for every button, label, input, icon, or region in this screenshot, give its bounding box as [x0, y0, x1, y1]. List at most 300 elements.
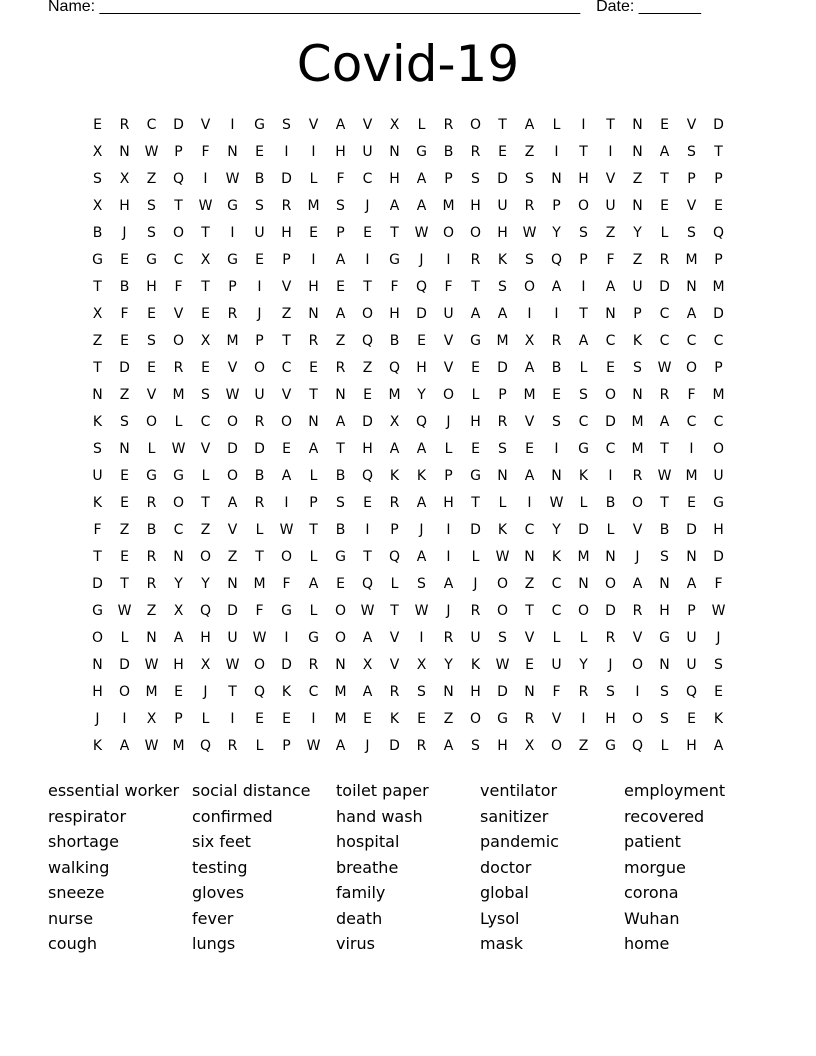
grid-letter: E — [417, 332, 426, 349]
word-list-item: respirator — [48, 806, 127, 826]
grid-letter: V — [443, 359, 454, 376]
page-title: Covid-19 — [296, 35, 520, 93]
grid-letter: J — [203, 683, 208, 700]
grid-letter: S — [687, 224, 696, 241]
grid-letter: E — [714, 197, 723, 214]
grid-letter: A — [416, 440, 427, 457]
grid-letter: E — [255, 251, 264, 268]
word-list-item: pandemic — [480, 832, 559, 851]
grid-letter: S — [498, 629, 507, 646]
name-field-label: Name: ______________________________________________________ — [48, 0, 581, 15]
grid-letter: T — [363, 278, 372, 295]
grid-letter: G — [254, 116, 265, 133]
grid-letter: S — [120, 413, 129, 430]
grid-letter: L — [201, 710, 210, 727]
grid-letter: I — [581, 710, 586, 727]
grid-letter: D — [578, 521, 589, 538]
grid-letter: Q — [550, 251, 563, 268]
grid-letter: Z — [524, 143, 535, 160]
grid-letter: Z — [146, 170, 157, 187]
grid-letter: S — [660, 683, 669, 700]
grid-letter: R — [173, 359, 184, 376]
grid-letter: L — [471, 386, 480, 403]
grid-letter: P — [444, 467, 453, 484]
grid-letter: W — [495, 656, 510, 673]
grid-letter: F — [687, 386, 696, 403]
grid-letter: D — [713, 548, 724, 565]
grid-letter: E — [120, 251, 129, 268]
grid-letter: H — [335, 143, 346, 160]
grid-letter: X — [362, 656, 373, 673]
grid-letter: I — [554, 143, 559, 160]
grid-letter: O — [172, 224, 185, 241]
grid-letter: R — [470, 602, 481, 619]
grid-letter: K — [92, 737, 103, 754]
grid-letter: D — [281, 656, 292, 673]
grid-letter: T — [579, 143, 588, 160]
grid-letter: O — [496, 602, 509, 619]
grid-letter: C — [659, 305, 670, 322]
grid-letter: M — [334, 710, 347, 727]
grid-letter: E — [282, 440, 291, 457]
grid-letter: P — [336, 224, 345, 241]
grid-letter: L — [390, 575, 399, 592]
grid-letter: E — [687, 710, 696, 727]
grid-letter: A — [416, 197, 427, 214]
grid-letter: S — [93, 170, 102, 187]
grid-letter: A — [686, 305, 697, 322]
grid-letter: M — [253, 575, 266, 592]
grid-letter: L — [201, 467, 210, 484]
grid-letter: E — [363, 224, 372, 241]
grid-letter: P — [390, 521, 399, 538]
grid-letter: P — [552, 197, 561, 214]
grid-letter: J — [608, 656, 613, 673]
grid-letter: D — [497, 359, 508, 376]
grid-letter: O — [145, 413, 158, 430]
grid-letter: T — [390, 602, 399, 619]
grid-letter: A — [362, 629, 373, 646]
grid-letter: R — [146, 575, 157, 592]
date-field-label: Date: _______ — [596, 0, 702, 15]
grid-letter: F — [255, 602, 264, 619]
grid-letter: O — [469, 710, 482, 727]
grid-letter: O — [226, 467, 239, 484]
word-list-item: cough — [48, 934, 98, 953]
grid-letter: R — [497, 413, 508, 430]
grid-letter: A — [335, 251, 346, 268]
grid-letter: B — [92, 224, 103, 241]
grid-letter: I — [527, 494, 532, 511]
grid-letter: U — [497, 197, 508, 214]
grid-letter: V — [524, 629, 535, 646]
grid-letter: T — [309, 386, 318, 403]
grid-letter: V — [200, 116, 211, 133]
grid-letter: Q — [388, 359, 401, 376]
grid-letter: T — [255, 548, 264, 565]
grid-letter: B — [254, 170, 265, 187]
grid-letter: I — [230, 224, 235, 241]
grid-letter: A — [659, 143, 670, 160]
grid-letter: A — [578, 332, 589, 349]
grid-letter: V — [281, 278, 292, 295]
grid-letter: F — [714, 575, 723, 592]
grid-letter: O — [604, 575, 617, 592]
grid-row — [84, 300, 732, 327]
word-list-item: testing — [192, 857, 248, 877]
grid-letter: U — [92, 467, 103, 484]
grid-letter: D — [605, 413, 616, 430]
grid-letter: G — [713, 494, 724, 511]
grid-letter: I — [284, 494, 289, 511]
grid-letter: O — [469, 116, 482, 133]
grid-letter: O — [280, 413, 293, 430]
grid-letter: K — [578, 467, 589, 484]
grid-letter: N — [551, 170, 562, 187]
word-list-item: lungs — [192, 934, 236, 953]
grid-letter: E — [120, 467, 129, 484]
grid-letter: V — [389, 629, 400, 646]
grid-row — [84, 651, 732, 678]
grid-letter: T — [714, 143, 723, 160]
grid-letter: L — [660, 224, 669, 241]
grid-letter: V — [146, 386, 157, 403]
grid-letter: N — [92, 386, 103, 403]
grid-letter: N — [551, 467, 562, 484]
grid-letter: L — [174, 413, 183, 430]
grid-letter: L — [309, 602, 318, 619]
grid-letter: N — [227, 143, 238, 160]
grid-letter: M — [172, 737, 185, 754]
grid-letter: E — [174, 683, 183, 700]
grid-letter: T — [390, 224, 399, 241]
word-list-item: toilet paper — [336, 781, 429, 800]
grid-letter: N — [605, 305, 616, 322]
grid-letter: Q — [415, 413, 428, 430]
grid-letter: R — [470, 251, 481, 268]
word-list-item: patient — [624, 832, 681, 851]
grid-letter: H — [470, 683, 481, 700]
grid-letter: J — [716, 629, 721, 646]
grid-letter: P — [498, 386, 507, 403]
grid-row — [84, 192, 732, 219]
grid-letter: E — [120, 494, 129, 511]
grid-letter: J — [419, 521, 424, 538]
grid-letter: M — [685, 467, 698, 484]
grid-letter: H — [281, 224, 292, 241]
grid-letter: B — [335, 467, 346, 484]
grid-letter: S — [417, 575, 426, 592]
grid-letter: M — [226, 332, 239, 349]
letter-grid — [84, 111, 732, 759]
grid-letter: A — [416, 170, 427, 187]
grid-letter: N — [497, 467, 508, 484]
grid-letter: H — [470, 197, 481, 214]
grid-letter: O — [469, 224, 482, 241]
grid-letter: M — [172, 386, 185, 403]
grid-letter: E — [417, 710, 426, 727]
word-list-item: social distance — [192, 781, 311, 800]
grid-letter: N — [659, 656, 670, 673]
grid-letter: I — [203, 170, 208, 187]
grid-letter: M — [496, 332, 509, 349]
grid-letter: Z — [119, 521, 130, 538]
grid-letter: Q — [361, 467, 374, 484]
grid-letter: N — [308, 305, 319, 322]
grid-letter: W — [549, 494, 564, 511]
grid-letter: U — [686, 629, 697, 646]
grid-letter: A — [416, 494, 427, 511]
grid-letter: U — [605, 197, 616, 214]
grid-letter: N — [605, 548, 616, 565]
grid-letter: L — [579, 494, 588, 511]
word-list — [48, 778, 768, 957]
grid-letter: J — [365, 197, 370, 214]
grid-letter: O — [280, 548, 293, 565]
grid-letter: V — [524, 413, 535, 430]
grid-letter: H — [362, 440, 373, 457]
grid-letter: O — [226, 413, 239, 430]
grid-letter: E — [336, 278, 345, 295]
grid-letter: H — [686, 737, 697, 754]
grid-letter: D — [227, 440, 238, 457]
grid-letter: X — [173, 602, 184, 619]
grid-letter: W — [657, 467, 672, 484]
grid-letter: Z — [362, 359, 373, 376]
grid-letter: D — [254, 440, 265, 457]
grid-letter: E — [255, 143, 264, 160]
grid-letter: Z — [227, 548, 238, 565]
word-list-item: breathe — [336, 857, 399, 877]
grid-letter: F — [174, 278, 183, 295]
grid-letter: O — [91, 629, 104, 646]
grid-letter: D — [389, 737, 400, 754]
grid-letter: W — [522, 224, 537, 241]
grid-letter: C — [605, 332, 616, 349]
grid-letter: Q — [415, 278, 428, 295]
grid-row — [84, 138, 732, 165]
grid-letter: W — [144, 143, 159, 160]
grid-letter: V — [281, 386, 292, 403]
grid-letter: P — [174, 710, 183, 727]
grid-letter: Q — [253, 683, 266, 700]
grid-letter: A — [389, 440, 400, 457]
grid-letter: O — [253, 359, 266, 376]
grid-letter: H — [443, 494, 454, 511]
grid-letter: H — [200, 629, 211, 646]
grid-letter: E — [201, 359, 210, 376]
word-list-item: sanitizer — [480, 806, 549, 826]
grid-letter: N — [443, 683, 454, 700]
grid-letter: A — [119, 737, 130, 754]
grid-letter: P — [228, 278, 237, 295]
grid-letter: T — [120, 575, 129, 592]
grid-letter: U — [362, 143, 373, 160]
grid-letter: N — [578, 575, 589, 592]
grid-letter: O — [172, 494, 185, 511]
grid-letter: A — [605, 278, 616, 295]
grid-letter: E — [120, 548, 129, 565]
grid-letter: H — [713, 521, 724, 538]
grid-letter: D — [713, 116, 724, 133]
grid-letter: U — [686, 656, 697, 673]
grid-letter: O — [631, 656, 644, 673]
grid-letter: I — [365, 251, 370, 268]
grid-letter: G — [659, 629, 670, 646]
word-list-item: home — [624, 934, 670, 953]
grid-letter: K — [470, 656, 481, 673]
grid-letter: X — [200, 656, 211, 673]
word-list-item: nurse — [48, 908, 94, 928]
grid-letter: A — [524, 467, 535, 484]
grid-letter: E — [525, 656, 534, 673]
grid-letter: S — [417, 683, 426, 700]
grid-letter: G — [92, 251, 103, 268]
grid-letter: N — [686, 278, 697, 295]
grid-letter: X — [389, 116, 400, 133]
grid-letter: T — [525, 602, 534, 619]
grid-letter: M — [577, 548, 590, 565]
grid-letter: X — [389, 413, 400, 430]
grid-letter: N — [119, 440, 130, 457]
grid-letter: U — [254, 386, 265, 403]
grid-letter: I — [689, 440, 694, 457]
grid-letter: Y — [633, 224, 642, 241]
grid-letter: E — [336, 575, 345, 592]
grid-letter: Z — [443, 710, 454, 727]
grid-letter: W — [171, 440, 186, 457]
grid-letter: S — [606, 683, 615, 700]
grid-letter: X — [200, 332, 211, 349]
grid-letter: H — [416, 359, 427, 376]
grid-letter: L — [255, 737, 264, 754]
grid-letter: M — [307, 197, 320, 214]
grid-letter: V — [389, 656, 400, 673]
word-list-item: mask — [480, 934, 523, 953]
grid-letter: L — [120, 629, 129, 646]
grid-letter: I — [122, 710, 127, 727]
grid-letter: O — [631, 710, 644, 727]
grid-letter: M — [388, 386, 401, 403]
grid-letter: I — [284, 629, 289, 646]
grid-letter: R — [551, 332, 562, 349]
grid-letter: F — [390, 278, 399, 295]
grid-letter: H — [146, 278, 157, 295]
grid-letter: O — [577, 197, 590, 214]
word-list-item: recovered — [624, 806, 705, 826]
grid-letter: I — [608, 467, 613, 484]
grid-letter: M — [631, 413, 644, 430]
grid-letter: L — [471, 548, 480, 565]
grid-letter: E — [147, 359, 156, 376]
grid-letter: M — [145, 683, 158, 700]
grid-letter: K — [281, 683, 292, 700]
grid-letter: I — [608, 143, 613, 160]
grid-letter: R — [254, 413, 265, 430]
grid-letter: O — [550, 737, 563, 754]
grid-letter: X — [416, 656, 427, 673]
grid-letter: N — [92, 656, 103, 673]
grid-letter: G — [605, 737, 616, 754]
grid-letter: R — [254, 494, 265, 511]
grid-letter: F — [120, 305, 129, 322]
grid-letter: G — [578, 440, 589, 457]
grid-letter: Y — [552, 521, 561, 538]
grid-letter: G — [497, 710, 508, 727]
grid-letter: A — [173, 629, 184, 646]
grid-letter: L — [498, 494, 507, 511]
grid-letter: S — [255, 197, 264, 214]
grid-letter: E — [363, 494, 372, 511]
grid-letter: S — [147, 332, 156, 349]
grid-row — [84, 354, 732, 381]
grid-letter: Z — [632, 170, 643, 187]
grid-letter: T — [93, 359, 102, 376]
grid-letter: H — [119, 197, 130, 214]
grid-row — [84, 165, 732, 192]
grid-letter: B — [659, 521, 670, 538]
grid-letter: L — [552, 116, 561, 133]
grid-letter: L — [309, 548, 318, 565]
grid-letter: I — [230, 710, 235, 727]
word-list-item: fever — [192, 908, 234, 928]
grid-letter: E — [120, 332, 129, 349]
grid-letter: P — [579, 251, 588, 268]
grid-letter: J — [257, 305, 262, 322]
grid-letter: B — [605, 494, 616, 511]
grid-letter: B — [119, 278, 130, 295]
grid-letter: H — [578, 170, 589, 187]
grid-letter: R — [335, 359, 346, 376]
grid-letter: K — [497, 521, 508, 538]
grid-letter: V — [632, 629, 643, 646]
grid-letter: W — [144, 656, 159, 673]
grid-letter: D — [281, 170, 292, 187]
grid-row — [84, 489, 732, 516]
grid-letter: R — [524, 197, 535, 214]
grid-letter: I — [554, 440, 559, 457]
grid-letter: G — [470, 332, 481, 349]
grid-letter: S — [552, 413, 561, 430]
grid-letter: M — [685, 251, 698, 268]
grid-letter: W — [657, 359, 672, 376]
grid-letter: T — [93, 548, 102, 565]
grid-letter: S — [660, 710, 669, 727]
grid-letter: A — [443, 575, 454, 592]
grid-letter: Z — [92, 332, 103, 349]
grid-letter: B — [146, 521, 157, 538]
grid-letter: G — [416, 143, 427, 160]
grid-letter: F — [201, 143, 210, 160]
grid-row — [84, 327, 732, 354]
grid-letter: J — [446, 413, 451, 430]
grid-letter: W — [225, 170, 240, 187]
grid-letter: E — [552, 386, 561, 403]
word-list-item: sneeze — [48, 883, 105, 902]
grid-letter: I — [311, 143, 316, 160]
grid-letter: H — [389, 170, 400, 187]
grid-letter: W — [414, 602, 429, 619]
grid-letter: R — [632, 602, 643, 619]
word-list-item: ventilator — [480, 781, 558, 800]
grid-letter: Y — [417, 386, 426, 403]
grid-letter: S — [660, 548, 669, 565]
grid-letter: Z — [578, 737, 589, 754]
grid-letter: L — [579, 359, 588, 376]
grid-letter: E — [687, 494, 696, 511]
grid-letter: D — [497, 683, 508, 700]
grid-letter: A — [713, 737, 724, 754]
